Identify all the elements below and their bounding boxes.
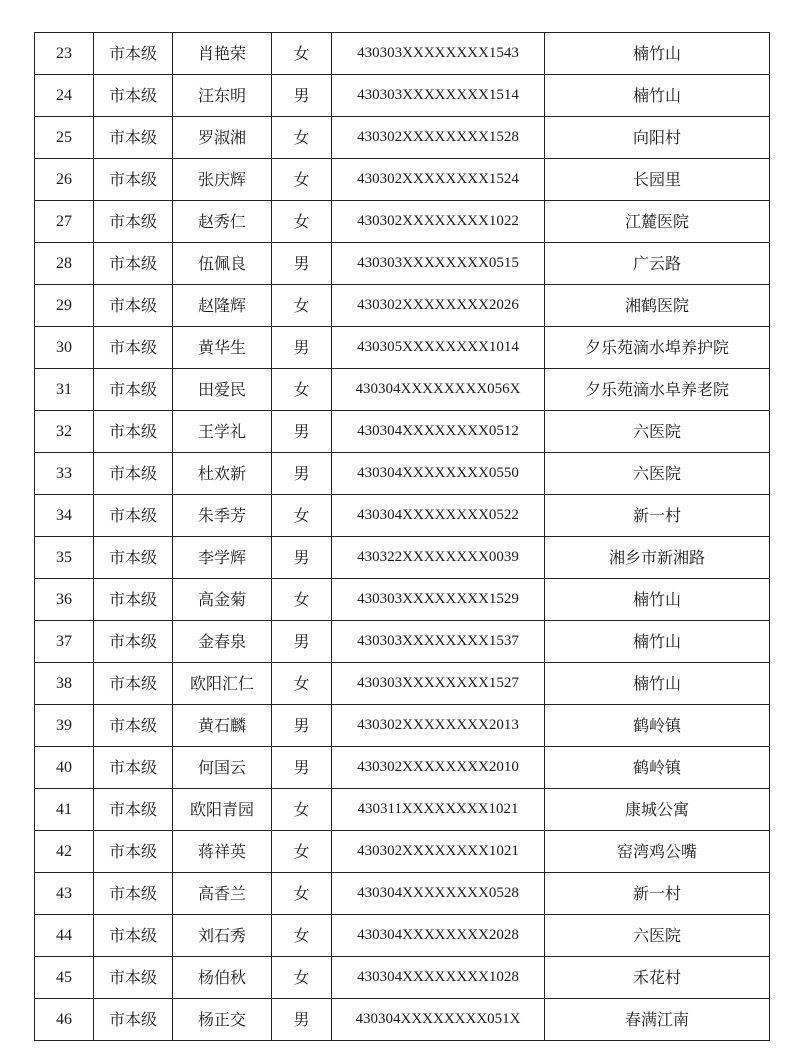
name-cell: 汪东明 — [173, 75, 272, 117]
gender-cell: 男 — [272, 999, 332, 1041]
address-cell: 楠竹山 — [545, 579, 770, 621]
row-number-cell: 44 — [35, 915, 94, 957]
roster-table — [34, 32, 770, 1041]
id-number-cell: 430304XXXXXXXX051X — [332, 999, 545, 1041]
gender-cell: 女 — [272, 159, 332, 201]
name-cell: 张庆辉 — [173, 159, 272, 201]
level-cell: 市本级 — [94, 579, 173, 621]
table-row — [35, 747, 770, 789]
name-cell: 王学礼 — [173, 411, 272, 453]
gender-cell: 男 — [272, 327, 332, 369]
name-cell: 何国云 — [173, 747, 272, 789]
id-number-cell: 430304XXXXXXXX0522 — [332, 495, 545, 537]
address-cell: 长园里 — [545, 159, 770, 201]
row-number-cell: 42 — [35, 831, 94, 873]
level-cell: 市本级 — [94, 747, 173, 789]
table-row — [35, 243, 770, 285]
level-cell: 市本级 — [94, 369, 173, 411]
row-number-cell: 35 — [35, 537, 94, 579]
address-cell: 湘乡市新湘路 — [545, 537, 770, 579]
row-number-cell: 31 — [35, 369, 94, 411]
row-number-cell: 28 — [35, 243, 94, 285]
name-cell: 杨正交 — [173, 999, 272, 1041]
address-cell: 六医院 — [545, 915, 770, 957]
row-number-cell: 37 — [35, 621, 94, 663]
gender-cell: 女 — [272, 117, 332, 159]
row-number-cell: 40 — [35, 747, 94, 789]
gender-cell: 女 — [272, 873, 332, 915]
gender-cell: 女 — [272, 663, 332, 705]
address-cell: 广云路 — [545, 243, 770, 285]
level-cell: 市本级 — [94, 663, 173, 705]
row-number-cell: 39 — [35, 705, 94, 747]
table-row — [35, 789, 770, 831]
name-cell: 黄华生 — [173, 327, 272, 369]
table-row — [35, 537, 770, 579]
address-cell: 新一村 — [545, 873, 770, 915]
row-number-cell: 23 — [35, 33, 94, 75]
level-cell: 市本级 — [94, 411, 173, 453]
row-number-cell: 46 — [35, 999, 94, 1041]
table-row — [35, 75, 770, 117]
address-cell: 向阳村 — [545, 117, 770, 159]
row-number-cell: 26 — [35, 159, 94, 201]
gender-cell: 女 — [272, 957, 332, 999]
level-cell: 市本级 — [94, 75, 173, 117]
row-number-cell: 43 — [35, 873, 94, 915]
address-cell: 楠竹山 — [545, 75, 770, 117]
level-cell: 市本级 — [94, 957, 173, 999]
row-number-cell: 45 — [35, 957, 94, 999]
name-cell: 伍佩良 — [173, 243, 272, 285]
level-cell: 市本级 — [94, 789, 173, 831]
level-cell: 市本级 — [94, 621, 173, 663]
id-number-cell: 430304XXXXXXXX2028 — [332, 915, 545, 957]
table-row — [35, 411, 770, 453]
id-number-cell: 430304XXXXXXXX056X — [332, 369, 545, 411]
id-number-cell: 430304XXXXXXXX1028 — [332, 957, 545, 999]
address-cell: 楠竹山 — [545, 33, 770, 75]
row-number-cell: 33 — [35, 453, 94, 495]
row-number-cell: 24 — [35, 75, 94, 117]
id-number-cell: 430305XXXXXXXX1014 — [332, 327, 545, 369]
gender-cell: 女 — [272, 915, 332, 957]
name-cell: 刘石秀 — [173, 915, 272, 957]
address-cell: 春满江南 — [545, 999, 770, 1041]
id-number-cell: 430302XXXXXXXX1022 — [332, 201, 545, 243]
level-cell: 市本级 — [94, 999, 173, 1041]
level-cell: 市本级 — [94, 201, 173, 243]
id-number-cell: 430302XXXXXXXX1524 — [332, 159, 545, 201]
address-cell: 江麓医院 — [545, 201, 770, 243]
gender-cell: 男 — [272, 621, 332, 663]
address-cell: 湘鹤医院 — [545, 285, 770, 327]
id-number-cell: 430303XXXXXXXX0515 — [332, 243, 545, 285]
row-number-cell: 29 — [35, 285, 94, 327]
table-row — [35, 117, 770, 159]
id-number-cell: 430304XXXXXXXX0512 — [332, 411, 545, 453]
address-cell: 新一村 — [545, 495, 770, 537]
row-number-cell: 38 — [35, 663, 94, 705]
name-cell: 金春泉 — [173, 621, 272, 663]
name-cell: 赵隆辉 — [173, 285, 272, 327]
id-number-cell: 430302XXXXXXXX1021 — [332, 831, 545, 873]
id-number-cell: 430304XXXXXXXX0550 — [332, 453, 545, 495]
row-number-cell: 41 — [35, 789, 94, 831]
level-cell: 市本级 — [94, 873, 173, 915]
table-row — [35, 285, 770, 327]
level-cell: 市本级 — [94, 537, 173, 579]
table-row — [35, 957, 770, 999]
table-row — [35, 915, 770, 957]
name-cell: 杨伯秋 — [173, 957, 272, 999]
gender-cell: 女 — [272, 789, 332, 831]
level-cell: 市本级 — [94, 33, 173, 75]
level-cell: 市本级 — [94, 831, 173, 873]
gender-cell: 女 — [272, 201, 332, 243]
id-number-cell: 430303XXXXXXXX1537 — [332, 621, 545, 663]
row-number-cell: 36 — [35, 579, 94, 621]
name-cell: 欧阳青园 — [173, 789, 272, 831]
row-number-cell: 34 — [35, 495, 94, 537]
table-row — [35, 831, 770, 873]
name-cell: 肖艳荣 — [173, 33, 272, 75]
table-row — [35, 705, 770, 747]
row-number-cell: 32 — [35, 411, 94, 453]
name-cell: 杜欢新 — [173, 453, 272, 495]
row-number-cell: 27 — [35, 201, 94, 243]
table-row — [35, 33, 770, 75]
address-cell: 六医院 — [545, 453, 770, 495]
id-number-cell: 430303XXXXXXXX1527 — [332, 663, 545, 705]
id-number-cell: 430302XXXXXXXX1528 — [332, 117, 545, 159]
level-cell: 市本级 — [94, 117, 173, 159]
address-cell: 夕乐苑滴水埠养护院 — [545, 327, 770, 369]
name-cell: 欧阳汇仁 — [173, 663, 272, 705]
id-number-cell: 430302XXXXXXXX2026 — [332, 285, 545, 327]
level-cell: 市本级 — [94, 327, 173, 369]
gender-cell: 女 — [272, 579, 332, 621]
table-row — [35, 327, 770, 369]
id-number-cell: 430304XXXXXXXX0528 — [332, 873, 545, 915]
id-number-cell: 430303XXXXXXXX1514 — [332, 75, 545, 117]
name-cell: 罗淑湘 — [173, 117, 272, 159]
id-number-cell: 430303XXXXXXXX1529 — [332, 579, 545, 621]
table-row — [35, 201, 770, 243]
name-cell: 黄石麟 — [173, 705, 272, 747]
name-cell: 高香兰 — [173, 873, 272, 915]
table-row — [35, 453, 770, 495]
level-cell: 市本级 — [94, 453, 173, 495]
name-cell: 赵秀仁 — [173, 201, 272, 243]
table-row — [35, 663, 770, 705]
table-row — [35, 999, 770, 1041]
gender-cell: 女 — [272, 33, 332, 75]
gender-cell: 男 — [272, 705, 332, 747]
table-row — [35, 579, 770, 621]
address-cell: 鹤岭镇 — [545, 747, 770, 789]
gender-cell: 女 — [272, 369, 332, 411]
name-cell: 田爱民 — [173, 369, 272, 411]
gender-cell: 女 — [272, 285, 332, 327]
table-row — [35, 369, 770, 411]
id-number-cell: 430302XXXXXXXX2010 — [332, 747, 545, 789]
gender-cell: 男 — [272, 75, 332, 117]
level-cell: 市本级 — [94, 915, 173, 957]
table-row — [35, 873, 770, 915]
address-cell: 康城公寓 — [545, 789, 770, 831]
name-cell: 朱季芳 — [173, 495, 272, 537]
name-cell: 高金菊 — [173, 579, 272, 621]
row-number-cell: 30 — [35, 327, 94, 369]
gender-cell: 女 — [272, 495, 332, 537]
level-cell: 市本级 — [94, 495, 173, 537]
level-cell: 市本级 — [94, 243, 173, 285]
address-cell: 夕乐苑滴水阜养老院 — [545, 369, 770, 411]
address-cell: 楠竹山 — [545, 663, 770, 705]
table-row — [35, 159, 770, 201]
address-cell: 窑湾鸡公嘴 — [545, 831, 770, 873]
gender-cell: 男 — [272, 243, 332, 285]
gender-cell: 男 — [272, 537, 332, 579]
gender-cell: 男 — [272, 411, 332, 453]
roster-table-body — [35, 33, 770, 1041]
name-cell: 李学辉 — [173, 537, 272, 579]
id-number-cell: 430322XXXXXXXX0039 — [332, 537, 545, 579]
id-number-cell: 430311XXXXXXXX1021 — [332, 789, 545, 831]
table-row — [35, 495, 770, 537]
level-cell: 市本级 — [94, 285, 173, 327]
row-number-cell: 25 — [35, 117, 94, 159]
table-row — [35, 621, 770, 663]
level-cell: 市本级 — [94, 159, 173, 201]
id-number-cell: 430302XXXXXXXX2013 — [332, 705, 545, 747]
address-cell: 鹤岭镇 — [545, 705, 770, 747]
gender-cell: 女 — [272, 831, 332, 873]
gender-cell: 男 — [272, 453, 332, 495]
level-cell: 市本级 — [94, 705, 173, 747]
address-cell: 楠竹山 — [545, 621, 770, 663]
address-cell: 六医院 — [545, 411, 770, 453]
address-cell: 禾花村 — [545, 957, 770, 999]
id-number-cell: 430303XXXXXXXX1543 — [332, 33, 545, 75]
name-cell: 蒋祥英 — [173, 831, 272, 873]
gender-cell: 男 — [272, 747, 332, 789]
